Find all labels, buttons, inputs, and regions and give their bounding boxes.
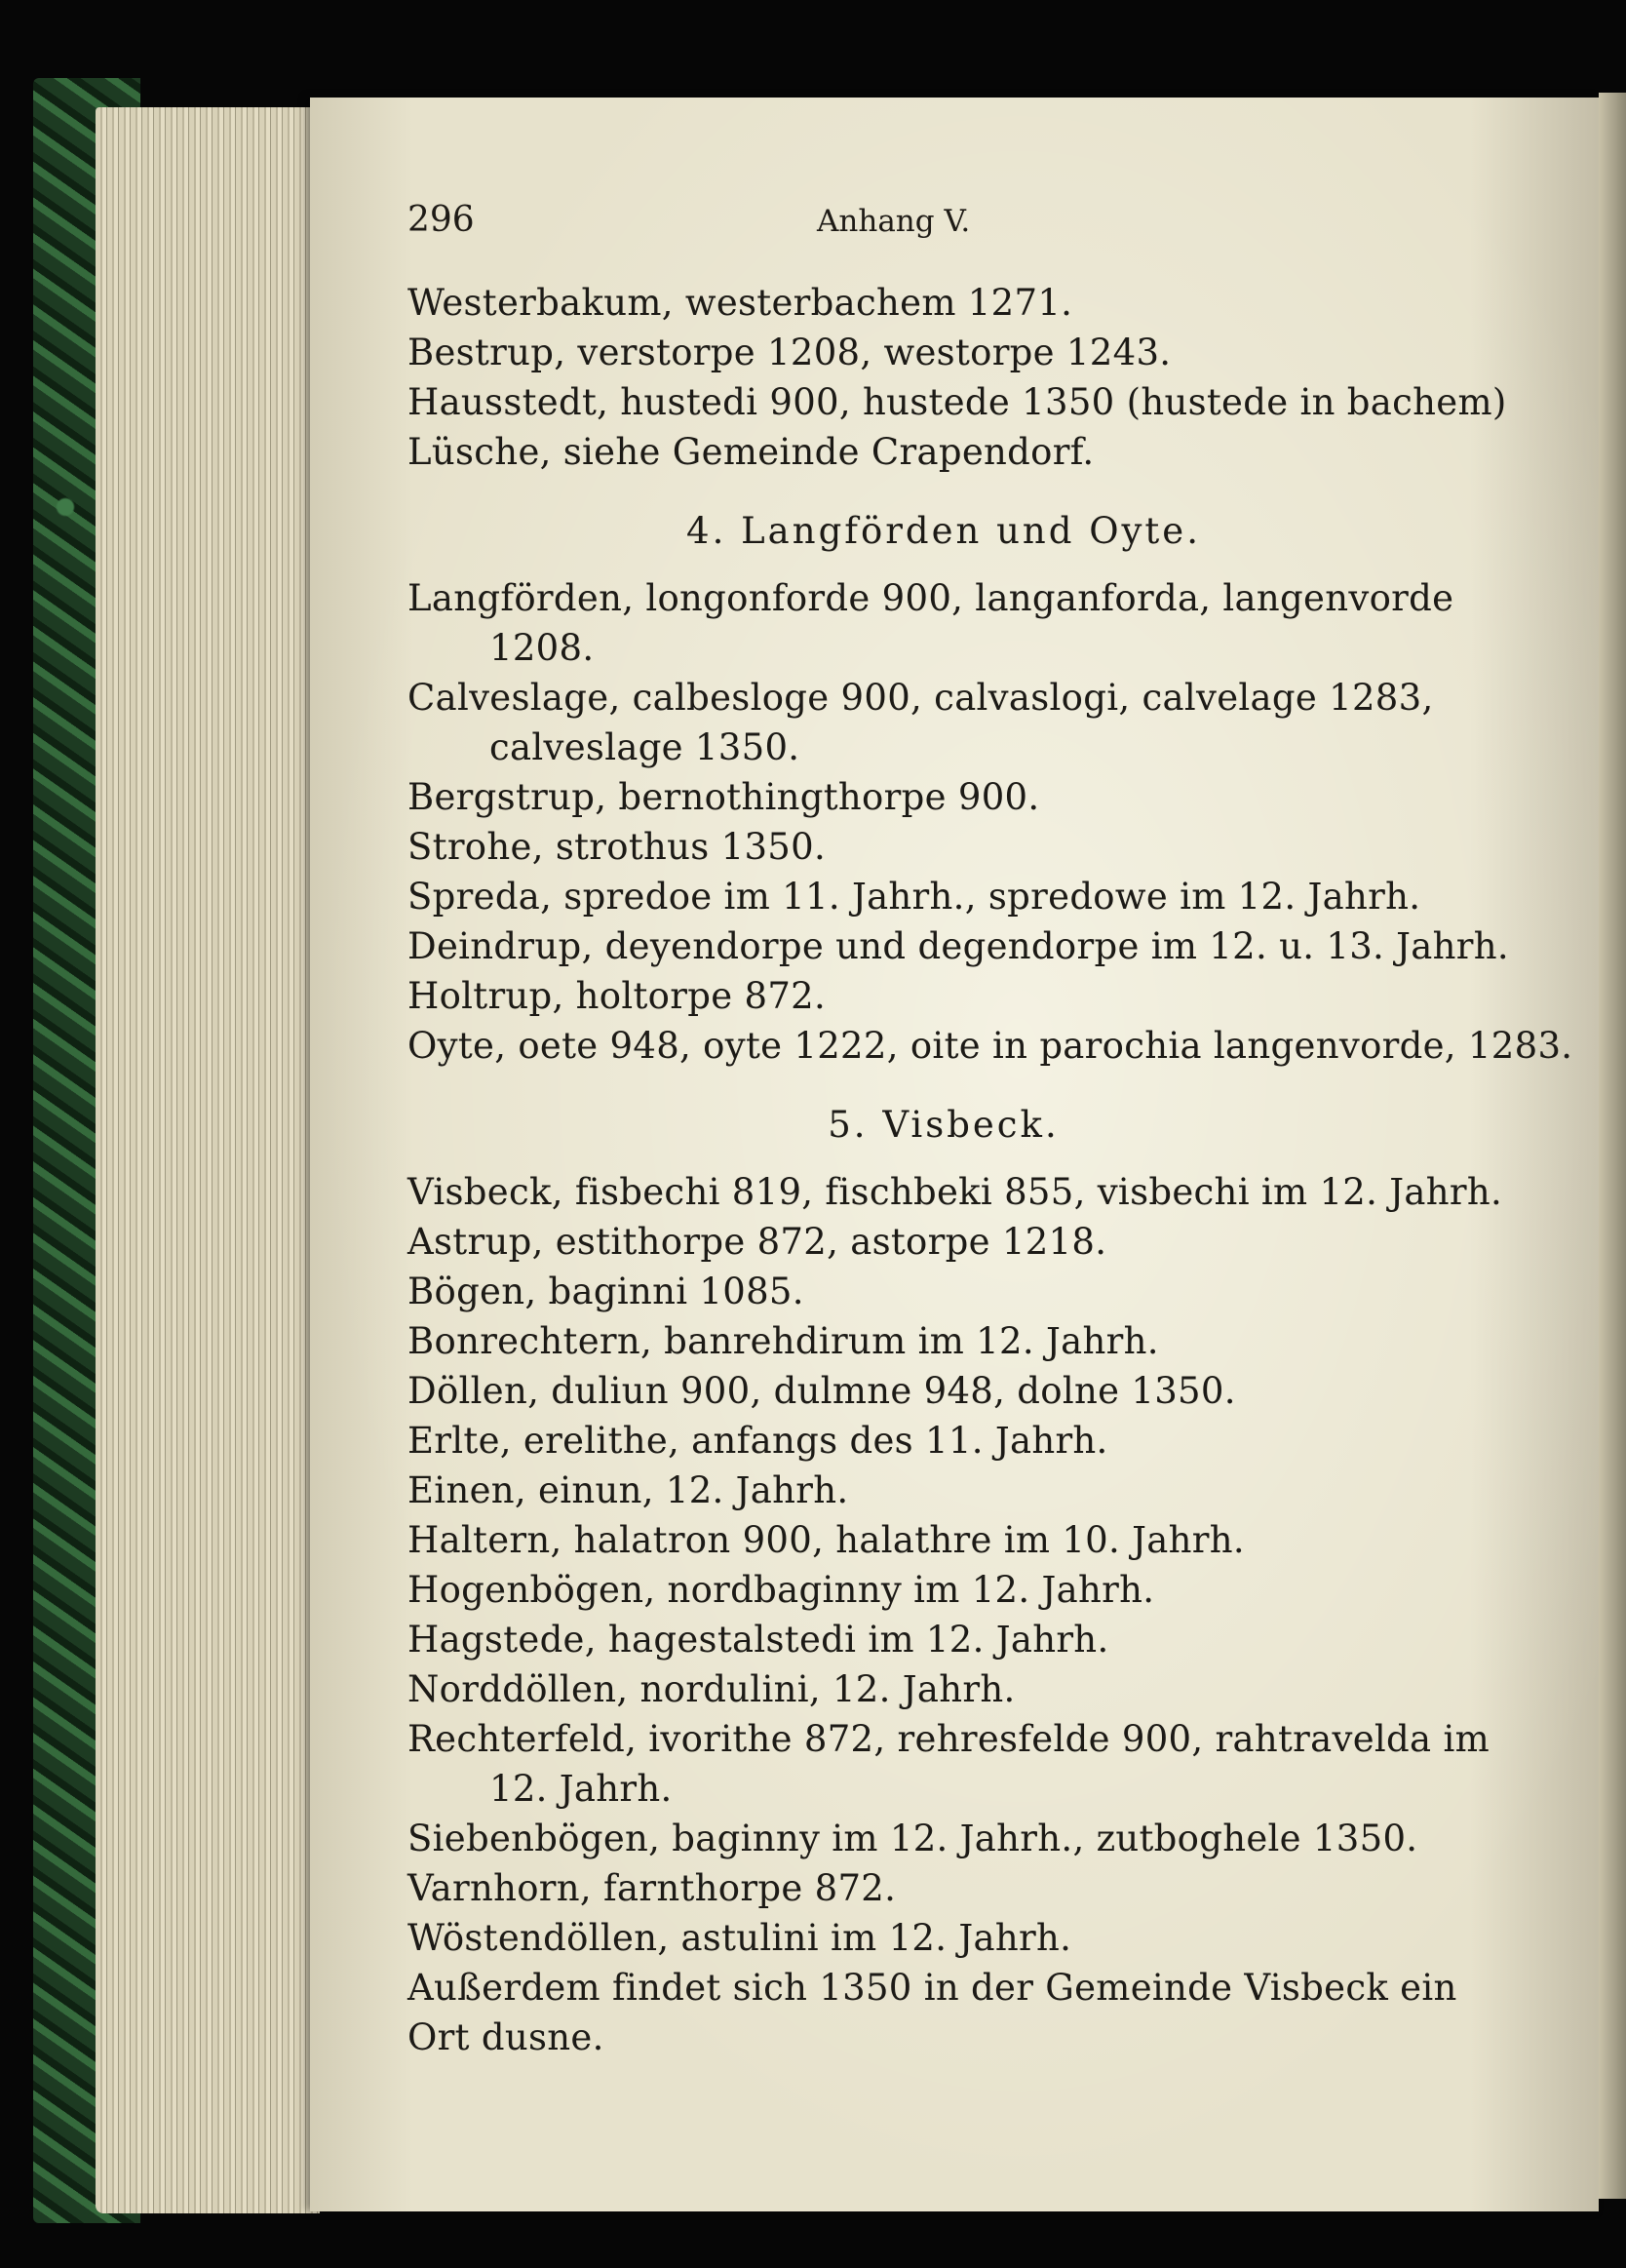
text-line: Oyte, oete 948, oyte 1222, oite in parochia langenvorde, 1283. [407,1025,1573,1067]
text-line: Varnhorn, farnthorpe 872. [407,1867,897,1909]
text-line: Hausstedt, hustedi 900, hustede 1350 (hustede in bachem) [407,381,1507,423]
text-line: Strohe, strothus 1350. [407,826,827,868]
text-line: Hagstede, hagestalstedi im 12. Jahrh. [407,1619,1109,1661]
text-line: Norddöllen, nordulini, 12. Jahrh. [407,1668,1016,1710]
section-heading-4: 4. Langförden und Oyte. [686,510,1201,552]
text-line: 12. Jahrh. [489,1768,673,1810]
text-line: Bestrup, verstorpe 1208, westorpe 1243. [407,332,1172,373]
text-line: Wöstendöllen, astulini im 12. Jahrh. [407,1917,1072,1959]
text-line: Holtrup, holtorpe 872. [407,975,827,1017]
text-line: 1208. [489,627,595,669]
text-line: Döllen, duliun 900, dulmne 948, dolne 1350. [407,1370,1236,1412]
text-line: Haltern, halatron 900, halathre im 10. Jahrh. [407,1519,1245,1561]
running-head: Anhang V. [817,204,971,239]
page-body [407,278,1573,2062]
text-line: Lüsche, siehe Gemeinde Crapendorf. [407,431,1095,473]
text-line: Visbeck, fisbechi 819, fischbeki 855, visbechi im 12. Jahrh. [407,1171,1503,1213]
text-line: Außerdem findet sich 1350 in der Gemeinde Visbeck ein [407,1967,1457,2009]
text-line: Siebenbögen, baginny im 12. Jahrh., zutboghele 1350. [407,1818,1418,1859]
text-line: Langförden, longonforde 900, langanforda, langenvorde [407,577,1454,619]
text-line: Spreda, spredoe im 11. Jahrh., spredowe im 12. Jahrh. [407,876,1421,918]
text-line: Calveslage, calbesloge 900, calvaslogi, calvelage 1283, [407,677,1434,719]
text-line: Westerbakum, westerbachem 1271. [407,282,1073,324]
text-line: Rechterfeld, ivorithe 872, rehresfelde 900, rahtravelda im [407,1718,1490,1760]
text-line: calveslage 1350. [489,726,800,768]
text-line: Bonrechtern, banrehdirum im 12. Jahrh. [407,1320,1159,1362]
text-line: Bögen, baginni 1085. [407,1271,804,1312]
text-line: Erlte, erelithe, anfangs des 11. Jahrh. [407,1420,1108,1462]
text-line: Hogenbögen, nordbaginny im 12. Jahrh. [407,1569,1155,1611]
section-heading-5: 5. Visbeck. [828,1104,1060,1146]
text-line: Einen, einun, 12. Jahrh. [407,1469,849,1511]
page-edges [96,107,320,2213]
facing-page-edge [1599,93,1626,2199]
text-line: Astrup, estithorpe 872, astorpe 1218. [407,1221,1107,1263]
text-line: Ort dusne. [407,2016,604,2058]
page-number: 296 [407,200,475,240]
text-line: Deindrup, deyendorpe und degendorpe im 12. u. 13. Jahrh. [407,925,1509,967]
page-header [407,200,1480,249]
text-line: Bergstrup, bernothingthorpe 900. [407,776,1040,818]
